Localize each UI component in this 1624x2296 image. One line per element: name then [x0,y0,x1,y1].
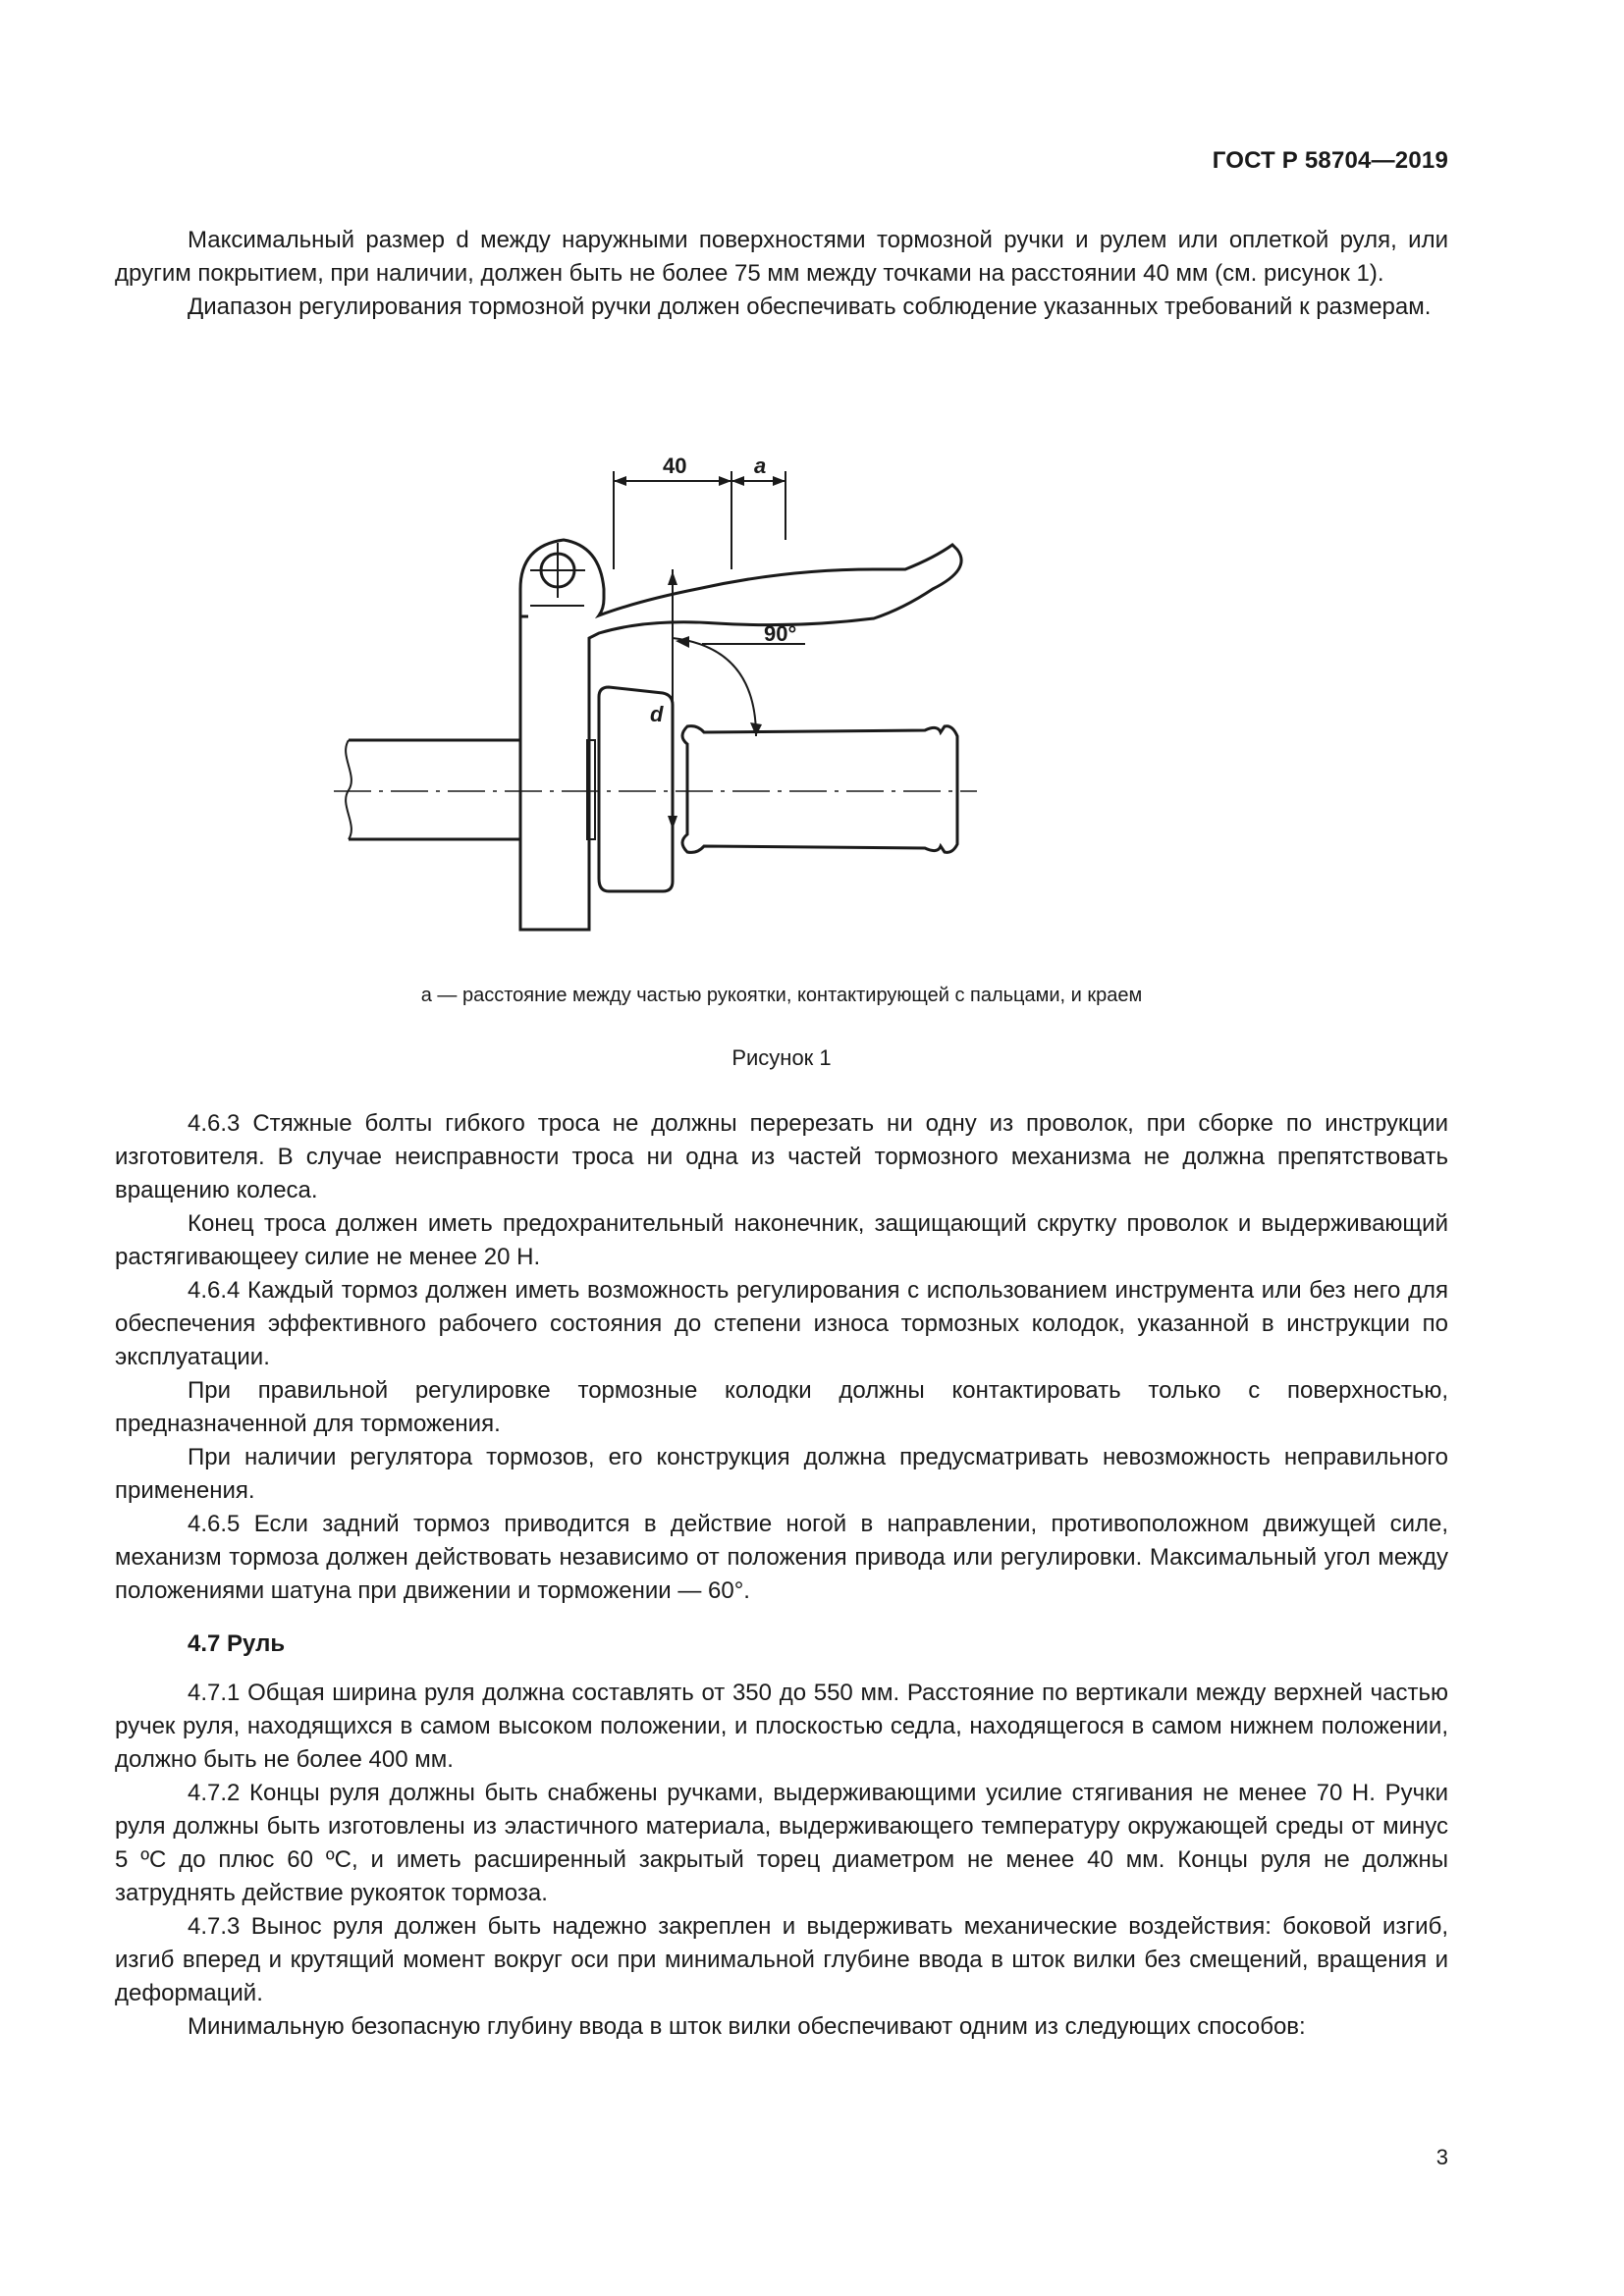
section-heading: 4.7 Руль [188,1630,286,1657]
brake-lever-diagram [324,442,1208,942]
paragraph: 4.6.3 Стяжные болты гибкого троса не должны перерезать ни одну из проволок, при сборке по инструкции изготовителя. В случае неисправности троса ни одна из частей тормозного механизма не должна препятствовать вращению колеса. [115,1110,1448,1203]
figure-legend: a — расстояние между частью рукоятки, контактирующей с пальцами, и краем [420,985,1143,1006]
figure-1-drawing [324,442,1208,942]
paragraph: 4.7.3 Вынос руля должен быть надежно закреплен и выдерживать механические воздействия: боковой изгиб, изгиб вперед и крутящий момент вокруг оси при минимальной глубине ввода в шток вилки без смещений, вращения и деформаций. [115,1913,1448,2006]
paragraph: При правильной регулировке тормозные колодки должны контактировать только с поверхностью, предназначенной для торможения. [115,1377,1448,1437]
paragraph: Минимальную безопасную глубину ввода в шток вилки обеспечивают одним из следующих способов: [188,2013,1306,2040]
intro-text [115,224,1448,324]
section-4-6-text [115,1107,1448,1608]
figure-caption: Рисунок 1 [731,1045,832,1070]
document-code: ГОСТ Р 58704—2019 [1212,147,1448,174]
dim-a-label: a [754,454,767,478]
angle-label: 90° [764,621,797,646]
paragraph: Диапазон регулирования тормозной ручки должен обеспечивать соблюдение указанных требований к размерам. [188,294,1432,320]
dim-40-label: 40 [663,454,687,478]
paragraph: 4.7.2 Концы руля должны быть снабжены ручками, выдерживающими усилие стягивания не менее 70 Н. Ручки руля должны быть изготовлены из эластичного материала, выдерживающего температуру окружающей среды от минус 5 ºС до плюс 60 ºС, и иметь расширенный закрытый торец диаметром не менее 40 мм. Концы руля не должны затруднять действие рукояток тормоза. [115,1780,1448,1906]
handlebar-grip [682,726,957,853]
angle-arc [673,638,756,736]
paragraph: 4.6.5 Если задний тормоз приводится в действие ногой в направлении, противоположном движущей силе, механизм тормоза должен действовать независимо от положения привода или регулировки. Максимальный угол между положениями шатуна при движении и торможении — 60°. [115,1511,1448,1604]
brake-lever-body [520,540,961,930]
page-number: 3 [1435,2145,1448,2169]
break-line [346,740,352,839]
paragraph: 4.7.1 Общая ширина руля должна составлять от 350 до 550 мм. Расстояние по вертикали между верхней частью ручек руля, находящихся в самом высоком положении, и плоскостью седла, находящегося в самом нижнем положении, должно быть не более 400 мм. [115,1680,1448,1773]
handlebar-tube [349,740,520,839]
paragraph: При наличии регулятора тормозов, его конструкция должна предусматривать невозможность неправильного применения. [115,1444,1448,1504]
paragraph: Максимальный размер d между наружными поверхностями тормозной ручки и рулем или оплеткой руля, или другим покрытием, при наличии, должен быть не более 75 мм между точками на расстоянии 40 мм (см. рисунок 1). [115,227,1448,287]
paragraph: 4.6.4 Каждый тормоз должен иметь возможность регулирования с использованием инструмента или без него для обеспечения эффективного рабочего состояния до степени износа тормозных колодок, указанной в инструкции по эксплуатации. [115,1277,1448,1370]
paragraph: Конец троса должен иметь предохранительный наконечник, защищающий скрутку проволок и выдерживающий растягивающееу силие не менее 20 Н. [115,1210,1448,1270]
section-4-7 [115,1628,1448,2044]
dim-d-label: d [650,702,664,726]
